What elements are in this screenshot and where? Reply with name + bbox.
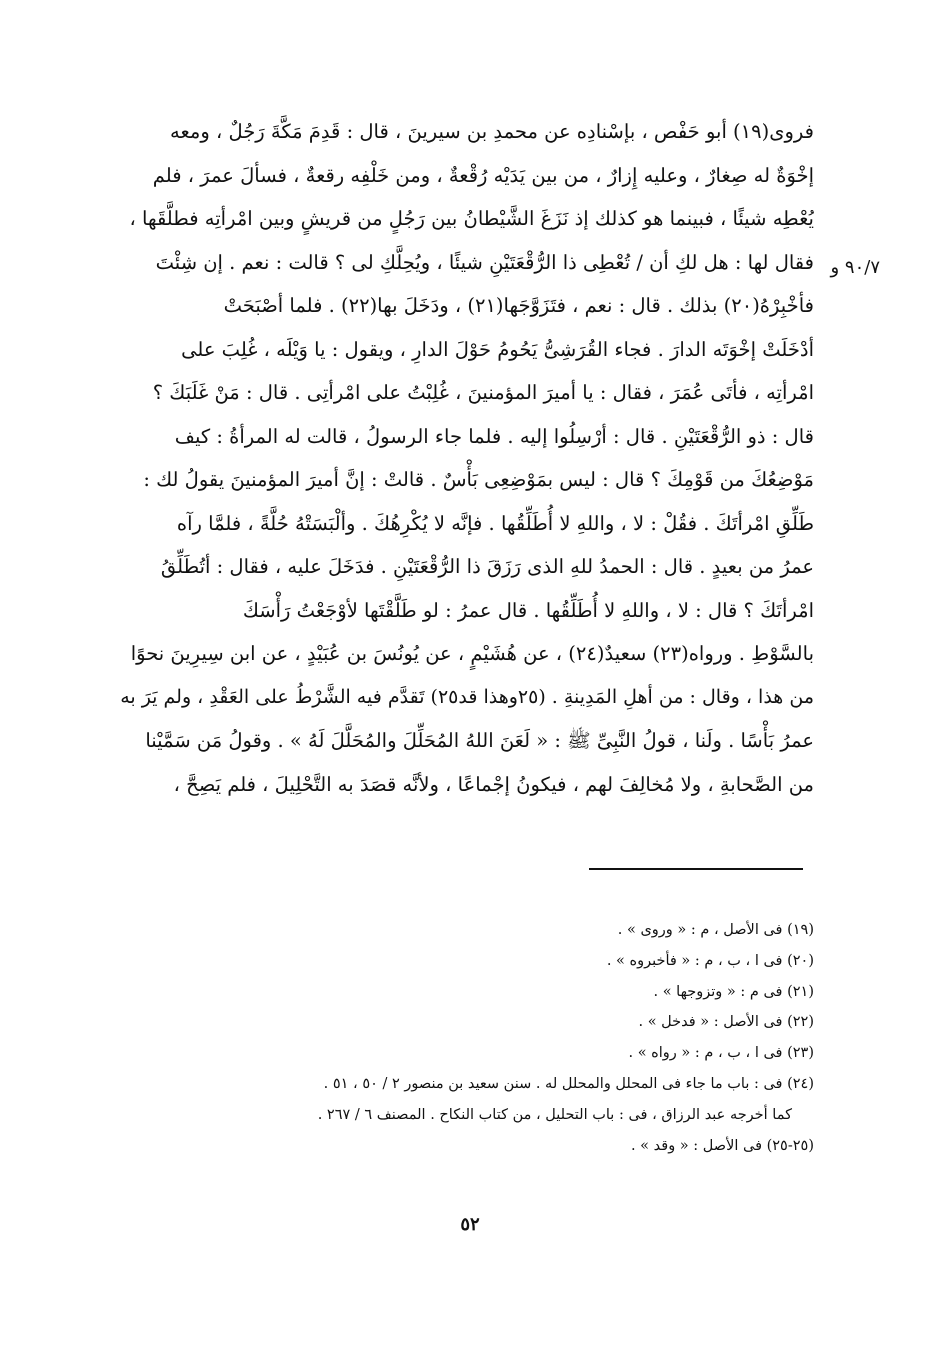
footnote-continuation: كما أخرجه عبد الرزاق ، فى : باب التحليل ، من كتاب النكاح . المصنف ٦ / ٢٦٧ .	[317, 1106, 792, 1123]
main-text-line: مَوْضِعُكَ من قَوْمِكَ ؟ قال : ليس بمَوْضِعِى بَأْسٌ . قالتْ : إنَّ أميرَ المؤمنينَ يقولُ لك :	[143, 468, 814, 491]
main-text-line: عمرُ بَأْسًا . ولَنا ، قولُ النَّبِىِّ ﷺ : « لَعَنَ اللهُ المُحَلِّلَ والمُحَلَّلَ لَهُ » . وقولُ مَن سَمَّيْنا	[145, 729, 814, 752]
main-text-line: فأخْبِرْهُ(٢٠) بذلك . قال : نعم ، فتَزَوَّجَها(٢١) ، ودَخَلَ بها(٢٢) . فلما أصْبَحَتْ	[223, 294, 814, 317]
footnote: (٢١) فى م : « وتزوجها » .	[653, 983, 814, 1000]
main-text-line: طَلِّقِ امْرأتَكَ . فقُلْ : لا ، واللهِ لا أُطَلِّقُها . فإنَّه لا يُكْرِهُكَ . وألْبَسَتْهُ حُلَّةً ، فلمَّا رآه	[176, 511, 814, 535]
main-text-line: من هذا ، وقال : من أهلِ المَدِينةِ . (٢٥وهذا قد٢٥) تَقدَّم فيه الشَّرْطُ على العَقْدِ ، ولم يَرَ به	[120, 685, 814, 708]
footnote: (٢٣) فى ا ، ب ، م : « رواه » .	[628, 1045, 814, 1062]
main-text-line: امْرأتَكَ ؟ قال : لا ، واللهِ لا أُطَلِّقُها . قال عمرُ : لو طَلَّقْتَها لأوْجَعْتُ رَأْسَكَ	[242, 598, 814, 622]
main-text-line: فقال لها : هل لكِ أن / تُعْطِى ذا الرُّقْعَتَيْنِ شيئًا ، ويُحِلَّكِ لى ؟ قالت : نعم . إن شِئْتَ	[155, 250, 814, 274]
main-text-line: عمرُ من بعيدٍ . قال : الحمدُ للهِ الذى رَزَقَ ذا الرُّقْعَتَيْنِ . فدَخَلَ عليه ، فقال : أتُطَلِّقُ	[160, 555, 814, 578]
main-text-line: قال : ذو الرُّقْعَتَيْنِ . قال : أرْسِلُوا إليه . فلما جاء الرسولُ ، قالت له المرأةُ : كيف	[174, 424, 814, 448]
footnote: (٢٥-٢٥) فى الأصل : « وقد » .	[630, 1137, 814, 1154]
footnote: (١٩) فى الأصل ، م : « وروى » .	[617, 922, 814, 938]
main-text-block	[118, 110, 814, 806]
footnote: (٢٤) فى : باب ما جاء فى المحلل والمحلل له . سنن سعيد بن منصور ٢ / ٥٠ ، ٥١ .	[323, 1075, 814, 1092]
footnote: (٢٢) فى الأصل : « فدخل » .	[638, 1014, 814, 1031]
main-text-line: امْرأتِه ، فأتَى عُمَرَ ، فقال : يا أميرَ المؤمنينَ ، غُلِبْتُ على امْرأتِى . قال : مَنْ غَلَبَكَ ؟	[152, 381, 814, 404]
footnote-separator-rule	[589, 868, 803, 870]
main-text-line: أدْخَلَتْ إخْوَتَه الدارَ . فجاء القُرَشِىُّ يَحُومُ حَوْلَ الدارِ ، ويقول : يا وَيْلَه ، غُلِبَ على	[181, 337, 814, 361]
main-text-line: إخْوَةٌ له صِغارٌ ، وعليه إِزارٌ ، من بين يَدَيْه رُقْعةٌ ، ومن خَلْفِه رقعةٌ ، فسألَ عمرَ ، فلم	[152, 163, 814, 187]
footnote: (٢٠) فى ا ، ب ، م : « فأخبروه » .	[606, 952, 814, 969]
main-text-line: يُعْطِه شيئًا ، فبينما هو كذلك إذ نَزَغَ الشَّيْطانُ بين رَجُلٍ من قريشٍ وبين امْرأتِه فطلَّقَها ،	[129, 207, 814, 230]
main-text-line: بالسَّوْطِ . ورواه(٢٣) سعيدٌ(٢٤) ، عن هُشَيْمٍ ، عن يُونُسَ بن عُبَيْدٍ ، عن ابن سِيرِينَ نحوًا	[130, 642, 814, 665]
main-text-line: من الصَّحابةِ ، ولا مُخالِفَ لهم ، فيكونُ إجْماعًا ، ولأنَّه قصَدَ به التَّحْلِيلَ ، فلم يَصِحَّ ،	[173, 772, 814, 796]
footnotes-block	[230, 915, 814, 1161]
page-number: ٥٢	[460, 1214, 480, 1235]
margin-folio-reference: ٩٠/٧ و	[830, 257, 880, 278]
main-text-line: فروى(١٩) أبو حَفْص ، بإسْنادِه عن محمدِ بن سيرينَ ، قال : قَدِمَ مَكَّةَ رَجُلٌ ، ومعه	[170, 120, 814, 143]
